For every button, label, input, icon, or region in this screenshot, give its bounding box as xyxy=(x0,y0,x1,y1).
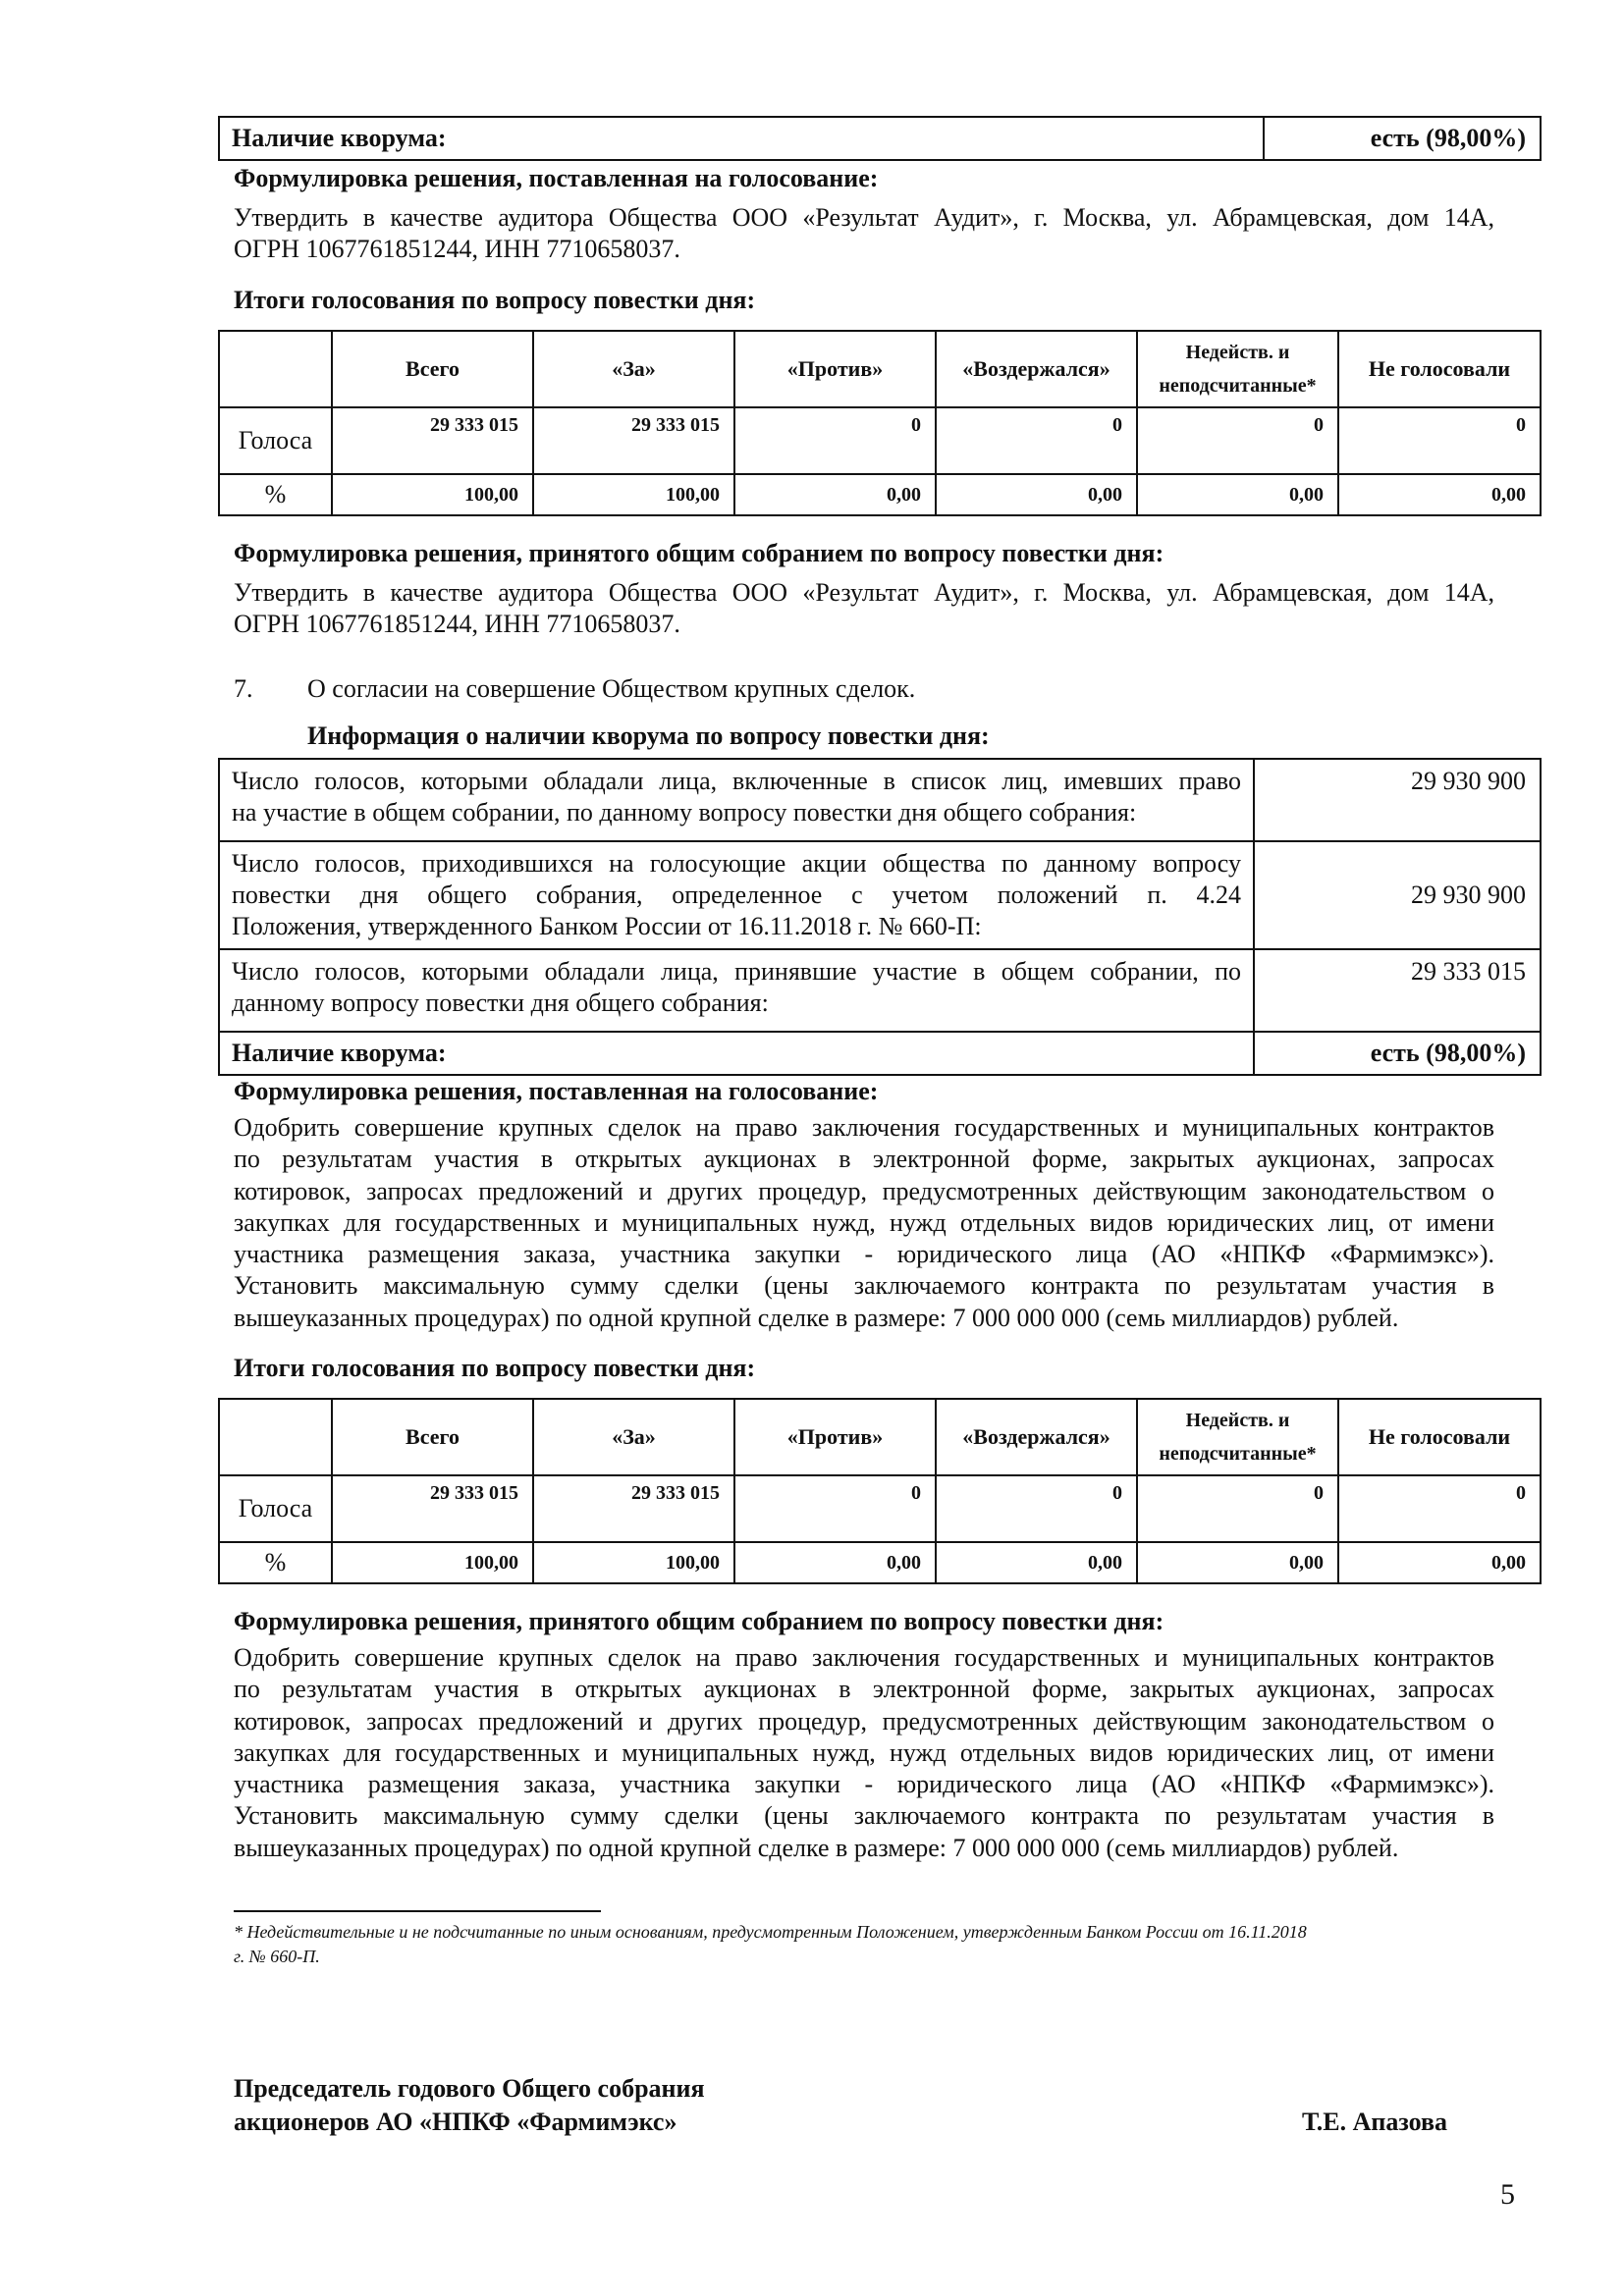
percent-cell: 0,00 xyxy=(734,474,936,515)
q6-vote-table xyxy=(218,330,1542,516)
quorum-row-value: 29 333 015 xyxy=(1254,949,1541,1032)
paragraph-line: закупках для государственных и муниципальных нужд, нужд отдельных видов юридических лиц, от имени xyxy=(234,1207,1494,1237)
signatory-name: Т.Е. Апазова xyxy=(1302,2108,1448,2136)
q6-proposed-line: Утвердить в качестве аудитора Общества ООО «Результат Аудит», г. Москва, ул. Абрамцевская, дом 14А, xyxy=(234,203,1494,232)
votes-row-label: Голоса xyxy=(219,1475,332,1542)
votes-cell: 29 333 015 xyxy=(533,407,734,474)
votes-cell: 0 xyxy=(1137,407,1338,474)
percent-row-label: % xyxy=(219,1542,332,1583)
percent-cell: 100,00 xyxy=(332,1542,533,1583)
votes-cell: 29 333 015 xyxy=(332,407,533,474)
vote-header: Всего xyxy=(332,1399,533,1475)
votes-cell: 29 333 015 xyxy=(332,1475,533,1542)
percent-cell: 100,00 xyxy=(533,1542,734,1583)
quorum-row-text xyxy=(219,841,1254,949)
quorum-row-line: Число голосов, приходившихся на голосующие акции общества по данному вопросу xyxy=(232,849,1241,878)
votes-cell: 0 xyxy=(1137,1475,1338,1542)
q6-quorum-table xyxy=(218,116,1542,161)
percent-cell: 0,00 xyxy=(1137,1542,1338,1583)
paragraph-line: вышеуказанных процедурах) по одной крупной сделке в размере: 7 000 000 000 (семь миллиардов) рублей. xyxy=(234,1303,1399,1332)
quorum-row-text xyxy=(219,949,1254,1032)
quorum-row-line: повестки дня общего собрания, определенное с учетом положений п. 4.24 xyxy=(232,881,1241,909)
paragraph-line: по результатам участия в открытых аукционах в электронной форме, закрытых аукционах, запросах xyxy=(234,1675,1494,1704)
quorum-row-line: на участие в общем собрании, по данному вопросу повестки дня общего собрания: xyxy=(232,798,1137,827)
percent-cell: 0,00 xyxy=(1338,1542,1541,1583)
votes-row-label: Голоса xyxy=(219,407,332,474)
footnote-separator xyxy=(234,1910,601,1912)
q6-adopted-heading: Формулировка решения, принятого общим собранием по вопросу повестки дня: xyxy=(234,539,1164,567)
quorum-label: Наличие кворума: xyxy=(219,1032,1254,1075)
vote-header: «Против» xyxy=(734,331,936,407)
votes-cell: 0 xyxy=(734,1475,936,1542)
quorum-value: есть (98,00%) xyxy=(1264,117,1541,160)
paragraph-line: вышеуказанных процедурах) по одной крупной сделке в размере: 7 000 000 000 (семь миллиардов) рублей. xyxy=(234,1833,1399,1862)
paragraph-line: по результатам участия в открытых аукционах в электронной форме, закрытых аукционах, запросах xyxy=(234,1145,1494,1174)
votes-cell: 29 333 015 xyxy=(533,1475,734,1542)
quorum-row-line: Число голосов, которыми обладали лица, включенные в список лиц, имевших право xyxy=(232,767,1241,795)
paragraph-line: котировок, запросах предложений и других процедур, предусмотренных действующим законодательством о xyxy=(234,1176,1494,1205)
quorum-row-line: Число голосов, которыми обладали лица, принявшие участие в общем собрании, по xyxy=(232,957,1241,986)
paragraph-line: Одобрить совершение крупных сделок на право заключения государственных и муниципальных контрактов xyxy=(234,1643,1494,1672)
vote-header: Недейств. и неподсчитанные* xyxy=(1137,1399,1338,1475)
page-number: 5 xyxy=(1500,2178,1515,2211)
q7-proposed-paragraph xyxy=(234,1112,1494,1334)
quorum-value: есть (98,00%) xyxy=(1254,1032,1541,1075)
q7-adopted-paragraph xyxy=(234,1642,1494,1864)
quorum-row-text xyxy=(219,759,1254,841)
paragraph-line: закупках для государственных и муниципальных нужд, нужд отдельных видов юридических лиц, от имени xyxy=(234,1737,1494,1767)
signature-title-line: Председатель годового Общего собрания xyxy=(234,2074,705,2103)
quorum-label: Наличие кворума: xyxy=(219,117,1264,160)
vote-table-corner xyxy=(219,1399,332,1475)
q6-adopted-line: Утвердить в качестве аудитора Общества ООО «Результат Аудит», г. Москва, ул. Абрамцевская, дом 14А, xyxy=(234,578,1494,607)
paragraph-line: Установить максимальную сумму сделки (цены заключаемого контракта по результатам участия в xyxy=(234,1271,1494,1301)
footnote-line: * Недействительные и не подсчитанные по иным основаниям, предусмотренным Положением, утвержденным Банком России от 16.11.2018 xyxy=(234,1922,1307,1942)
quorum-row-line: Положения, утвержденного Банком России от 16.11.2018 г. № 660-П: xyxy=(232,912,982,940)
q6-results-heading: Итоги голосования по вопросу повестки дня: xyxy=(234,286,756,314)
q7-proposed-heading: Формулировка решения, поставленная на голосование: xyxy=(234,1077,879,1105)
percent-cell: 100,00 xyxy=(533,474,734,515)
percent-cell: 0,00 xyxy=(936,474,1137,515)
paragraph-line: участника размещения заказа, участника закупки - юридического лица (АО «НПКФ «Фармимэкс»). xyxy=(234,1770,1494,1799)
paragraph-line: котировок, запросах предложений и других процедур, предусмотренных действующим законодательством о xyxy=(234,1706,1494,1735)
q7-results-heading: Итоги голосования по вопросу повестки дня: xyxy=(234,1354,756,1382)
q7-quorum-info-heading: Информация о наличии кворума по вопросу повестки дня: xyxy=(307,721,990,750)
vote-header: «За» xyxy=(533,331,734,407)
vote-header: Всего xyxy=(332,331,533,407)
percent-cell: 0,00 xyxy=(1137,474,1338,515)
percent-cell: 0,00 xyxy=(1338,474,1541,515)
paragraph-line: Одобрить совершение крупных сделок на право заключения государственных и муниципальных контрактов xyxy=(234,1113,1494,1142)
vote-table-corner xyxy=(219,331,332,407)
footnote xyxy=(234,1920,1510,1969)
votes-cell: 0 xyxy=(1338,407,1541,474)
vote-header: «Воздержался» xyxy=(936,1399,1137,1475)
footnote-line: г. № 660-П. xyxy=(234,1947,320,1966)
votes-cell: 0 xyxy=(734,407,936,474)
quorum-row-value: 29 930 900 xyxy=(1254,759,1541,841)
vote-header: Не голосовали xyxy=(1338,331,1541,407)
q6-proposed-line: ОГРН 1067761851244, ИНН 7710658037. xyxy=(234,235,680,263)
q7-adopted-heading: Формулировка решения, принятого общим собранием по вопросу повестки дня: xyxy=(234,1607,1164,1635)
q7-quorum-table xyxy=(218,758,1542,1076)
percent-cell: 0,00 xyxy=(936,1542,1137,1583)
paragraph-line: Установить максимальную сумму сделки (цены заключаемого контракта по результатам участия в xyxy=(234,1801,1494,1831)
percent-cell: 100,00 xyxy=(332,474,533,515)
q6-adopted-line: ОГРН 1067761851244, ИНН 7710658037. xyxy=(234,610,680,638)
vote-header: Не голосовали xyxy=(1338,1399,1541,1475)
votes-cell: 0 xyxy=(936,1475,1137,1542)
q6-proposed-heading: Формулировка решения, поставленная на голосование: xyxy=(234,164,879,192)
paragraph-line: участника размещения заказа, участника закупки - юридического лица (АО «НПКФ «Фармимэкс»). xyxy=(234,1240,1494,1269)
vote-header: «Воздержался» xyxy=(936,331,1137,407)
q7-number: 7. xyxy=(234,674,253,703)
votes-cell: 0 xyxy=(936,407,1137,474)
percent-cell: 0,00 xyxy=(734,1542,936,1583)
vote-header: «Против» xyxy=(734,1399,936,1475)
quorum-row-line: данному вопросу повестки дня общего собрания: xyxy=(232,988,769,1017)
signature-title-line: акционеров АО «НПКФ «Фармимэкс» xyxy=(234,2108,677,2136)
percent-row-label: % xyxy=(219,474,332,515)
q7-vote-table xyxy=(218,1398,1542,1584)
vote-header: Недейств. и неподсчитанные* xyxy=(1137,331,1338,407)
q7-title: О согласии на совершение Обществом крупных сделок. xyxy=(307,674,916,703)
votes-cell: 0 xyxy=(1338,1475,1541,1542)
quorum-row-value: 29 930 900 xyxy=(1254,841,1541,949)
vote-header: «За» xyxy=(533,1399,734,1475)
